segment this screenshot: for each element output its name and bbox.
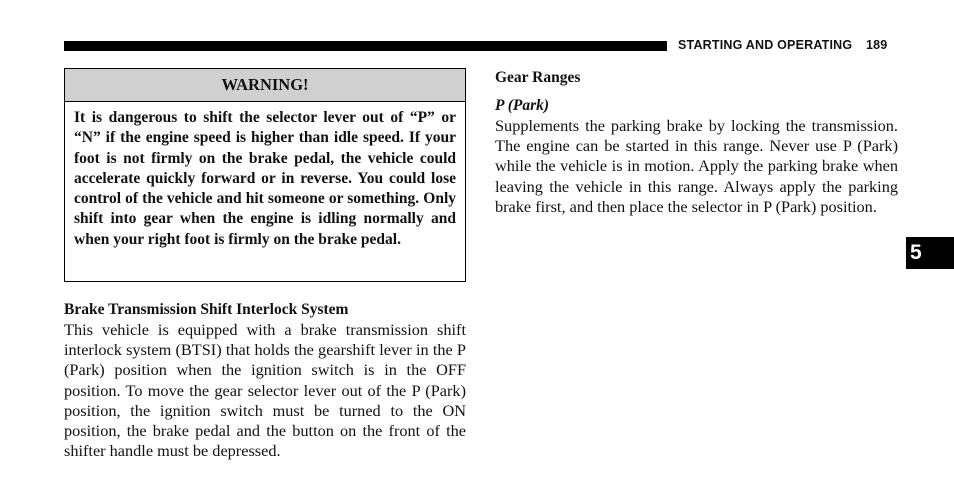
park-heading: P (Park) [495, 97, 550, 114]
btsi-heading: Brake Transmission Shift Interlock System [64, 301, 349, 318]
warning-title: WARNING! [65, 69, 465, 102]
warning-box [64, 68, 466, 282]
header-rule [64, 41, 667, 51]
btsi-paragraph: This vehicle is equipped with a brake transmission shift interlock system (BTSI) that holds the gearshift lever in the P (Park) position when the ignition switch is in the OFF position. To move the gear selector lever out of the P (Park) position, the ignition switch must be turned to the ON position, the brake pedal and the button on the front of the shifter handle must be depressed. [64, 320, 466, 461]
warning-text: It is dangerous to shift the selector lever out of “P” or “N” if the engine speed is higher than idle speed. If your foot is not firmly on the brake pedal, the vehicle could accelerate quickly forward or in reverse. You could lose control of the vehicle and hit someone or something. Only shift into gear when the engine is idling normally and when your right foot is firmly on the brake pedal. [74, 109, 456, 248]
section-title: STARTING AND OPERATING [678, 38, 853, 52]
btsi-section [64, 300, 466, 461]
running-header [678, 38, 887, 52]
gear-ranges-heading: Gear Ranges [495, 69, 581, 86]
park-paragraph: Supplements the parking brake by locking the transmission. The engine can be started in this range. Never use P (Park) while the vehicle is in motion. Apply the parking brake when leaving the vehicle in this range. Always apply the parking brake first, and then place the selector in P (Park) position. [495, 116, 898, 216]
chapter-tab: 5 [906, 237, 954, 269]
gear-ranges-section [495, 68, 898, 217]
page-number: 189 [866, 38, 888, 52]
